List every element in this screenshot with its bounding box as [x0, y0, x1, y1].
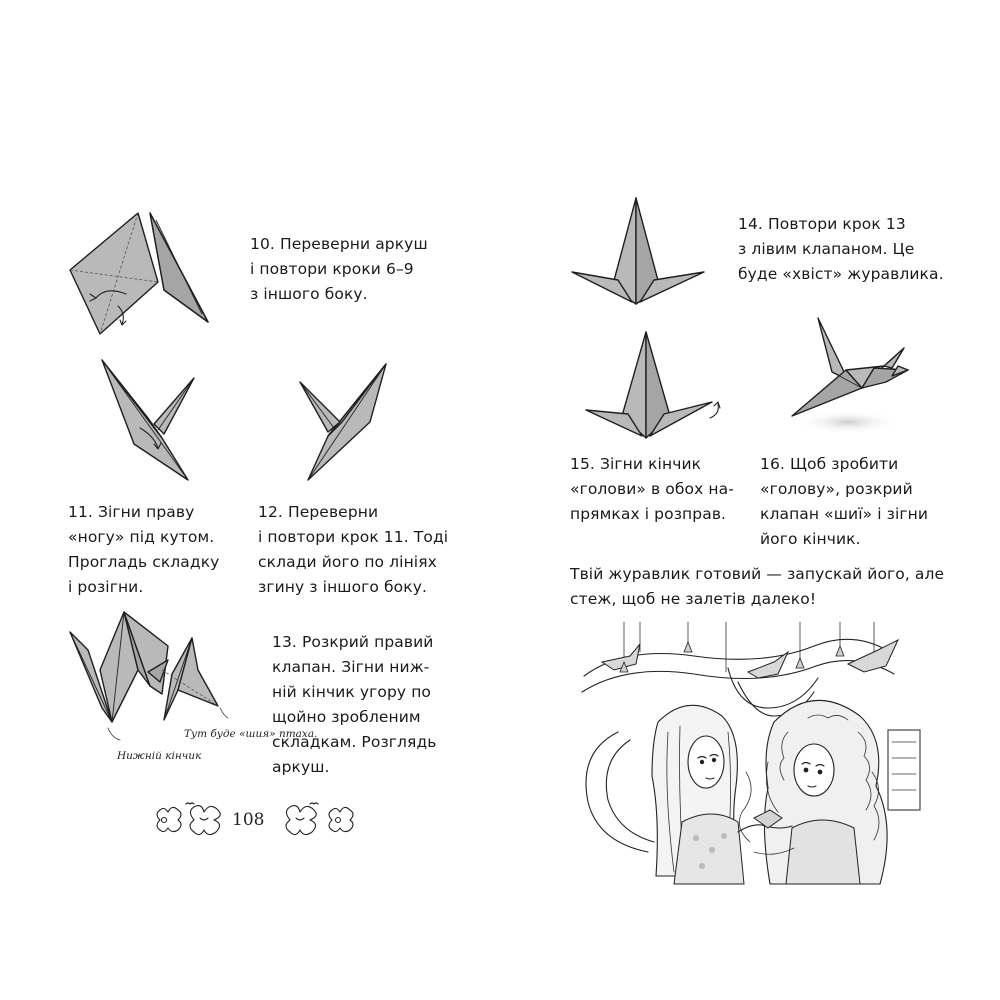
step-11-text: 11. Зігни праву «ногу» під кутом. Прогладь складку і розігни.: [68, 503, 220, 596]
closing-text: Твій журавлик готовий — запускай його, але стеж, щоб не залетів далеко!: [570, 565, 945, 608]
step-16-text: 16. Щоб зробити «голову», розкрий клапан «шиї» і зігни його кінчик.: [760, 455, 929, 548]
step-11-diagram: [100, 358, 200, 483]
paper-crane-icon: [788, 310, 918, 440]
step-15-text: 15. Зігни кінчик «голови» в обох на- прямках і розправ.: [570, 455, 734, 523]
step-13-diagram: [68, 610, 228, 740]
tip-note: Нижній кінчик: [117, 750, 202, 762]
step-12-diagram: [298, 362, 398, 482]
step-10-diagram: [68, 210, 218, 340]
page-number: 108: [232, 810, 265, 830]
girls-illustration: [578, 622, 924, 884]
right-ornament-icon: [276, 800, 356, 840]
left-ornament-icon: [150, 800, 228, 840]
step-12-text: 12. Переверни і повтори крок 11. Тоді склади його по лініях згину з іншого боку.: [258, 503, 449, 596]
step-13-text: 13. Розкрий правий клапан. Зігни ниж- ній кінчик угору по щойно зробленим складкам. Розглядь аркуш.: [272, 633, 437, 776]
step-14-diagram: [570, 196, 710, 308]
step-10-text: 10. Переверни аркуш і повтори кроки 6–9 з іншого боку.: [250, 235, 428, 303]
step-14-text: 14. Повтори крок 13 з лівим клапаном. Це буде «хвіст» журавлика.: [738, 215, 944, 283]
step-15-diagram: [584, 330, 729, 442]
neck-note: Тут буде «шия» птаха.: [184, 728, 318, 740]
